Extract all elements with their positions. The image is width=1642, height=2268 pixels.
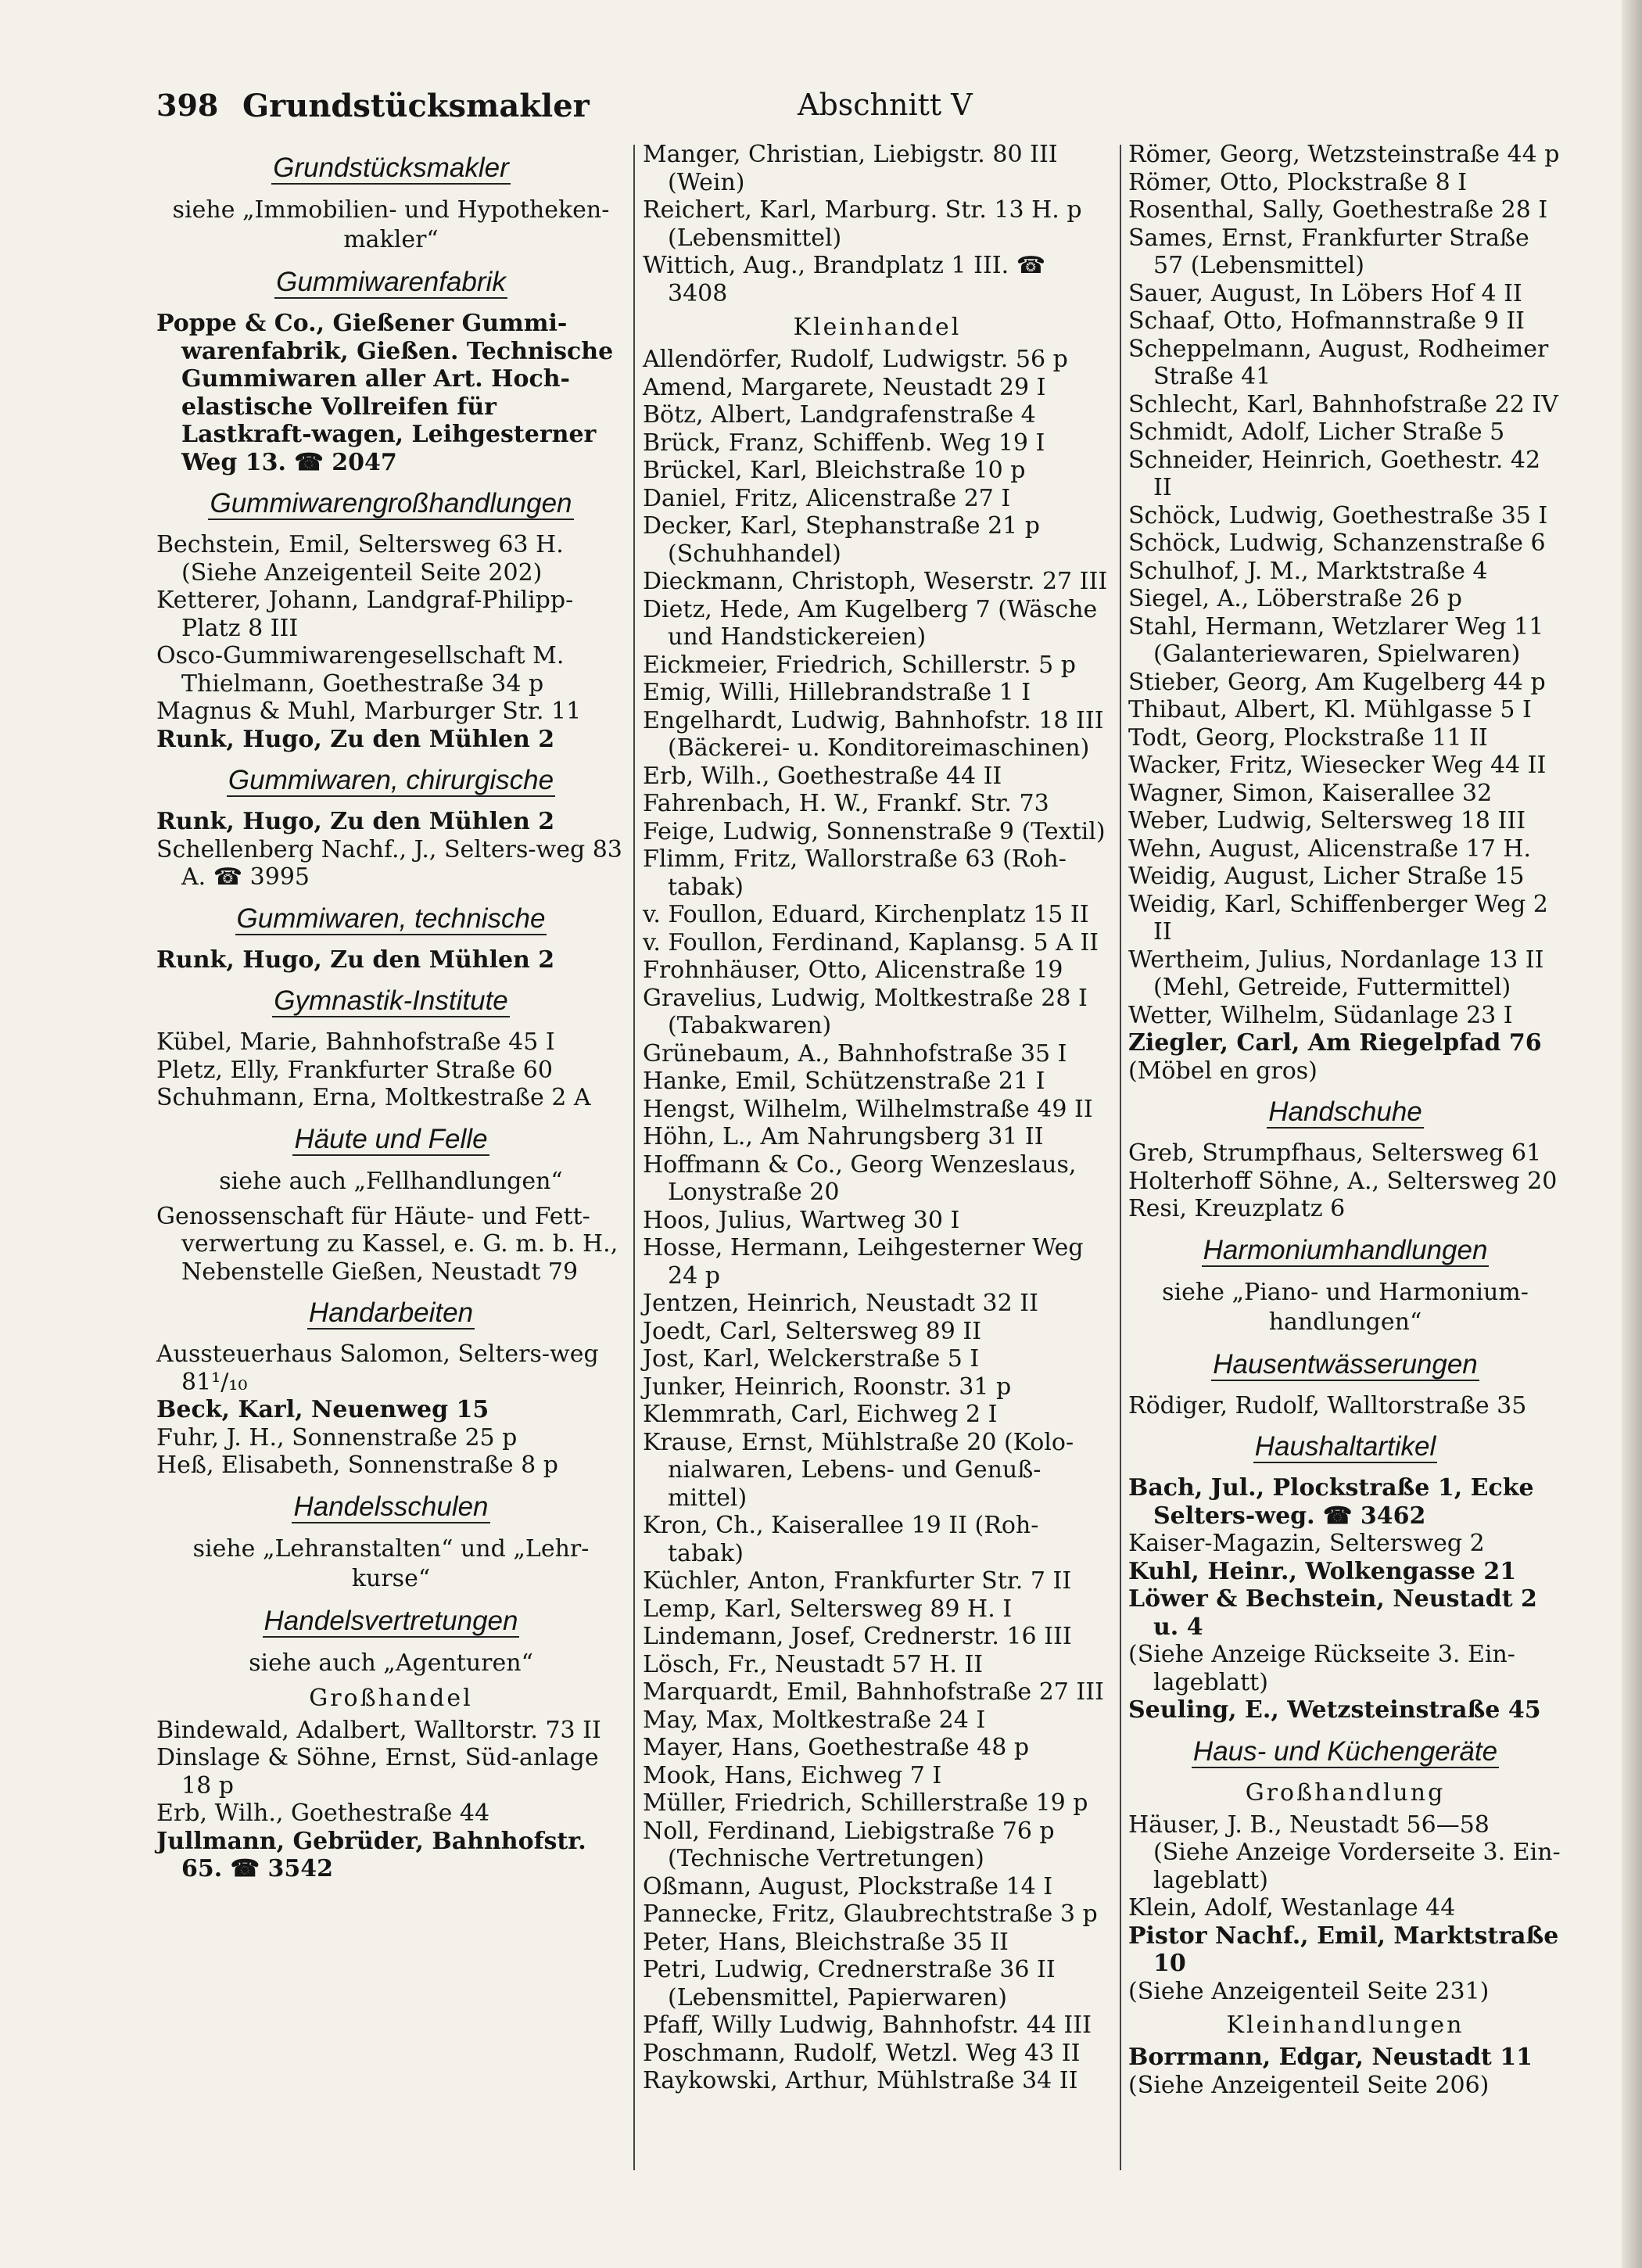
page-number: 398 [156,88,219,123]
listing-entry: Hosse, Hermann, Leihgesterner Weg 24 p [643,1234,1084,1290]
category-heading-text: Handelsvertretungen [264,1605,518,1636]
listing-entry: Lösch, Fr., Neustadt 57 H. II [643,1650,984,1678]
listing-entry-bold: Pistor Nachf., Emil, Marktstraße 10 [1128,1922,1559,1977]
listing-entry: Daniel, Fritz, Alicenstraße 27 I [643,484,1011,512]
cross-reference: siehe „Piano- und Harmonium-handlungen“ [1162,1278,1529,1336]
listing-entry: Poschmann, Rudolf, Wetzl. Weg 43 II [643,2039,1081,2067]
subheading: Kleinhandlungen [1226,2011,1465,2039]
listing-entry: Resi, Kreuzplatz 6 [1128,1195,1346,1222]
listing-entry: Stahl, Hermann, Wetzlarer Weg 11 (Galanteriewaren, Spielwaren) [1128,612,1544,668]
category-heading-text: Hausentwässerungen [1213,1348,1478,1380]
listing-entry: Allendörfer, Rudolf, Ludwigstr. 56 p [643,346,1068,373]
listing-entry: Lemp, Karl, Seltersweg 89 H. I [643,1595,1013,1623]
listing-entry-bold: Ziegler, Carl, Am Riegelpfad 76 [1128,1029,1542,1057]
category-heading [156,1605,626,1638]
listing-entry: Noll, Ferdinand, Liebigstraße 76 p (Technische Vertretungen) [643,1817,1055,1872]
cross-reference: siehe „Immobilien- und Hypotheken-makler“ [172,196,610,253]
listing-entry: Decker, Karl, Stephanstraße 21 p (Schuhhandel) [643,512,1040,568]
listing-entry: Aussteuerhaus Salomon, Selters-weg 81¹/₁₀ [156,1340,599,1396]
listing-entry: Schmidt, Adolf, Licher Straße 5 [1128,418,1505,446]
listing-entry: Lindemann, Josef, Crednerstr. 16 III [643,1623,1072,1650]
listing-entry: Kübel, Marie, Bahnhofstraße 45 I [156,1028,555,1056]
listing-entry: Kron, Ch., Kaiserallee 19 II (Roh-tabak) [643,1512,1039,1567]
category-heading [1128,1348,1562,1381]
listing-entry: Pfaff, Willy Ludwig, Bahnhofstr. 44 III [643,2011,1092,2039]
listing-entry-bold: Runk, Hugo, Zu den Mühlen 2 [156,946,555,974]
listing-entry: Schaaf, Otto, Hofmannstraße 9 II [1128,307,1525,335]
listing-entry: Reichert, Karl, Marburg. Str. 13 H. p (Lebensmittel) [643,196,1082,252]
category-heading [1128,1096,1562,1129]
listing-entry: Müller, Friedrich, Schillerstraße 19 p [643,1789,1088,1817]
category-heading-text: Häute und Felle [294,1123,488,1154]
listing-entry: Klemmrath, Carl, Eichweg 2 I [643,1401,998,1428]
listing-entry-bold: Runk, Hugo, Zu den Mühlen 2 [156,725,555,753]
running-head: Grundstücksmakler [242,88,590,124]
category-heading-text: Gummiwarenfabrik [276,267,506,297]
category-heading [156,266,626,299]
listing-entry: Mook, Hans, Eichweg 7 I [643,1761,942,1789]
listing-entry: Joedt, Carl, Seltersweg 89 II [643,1317,982,1345]
category-heading [156,152,626,185]
listing-entry: Pannecke, Fritz, Glaubrechtstraße 3 p [643,1900,1098,1928]
category-heading [1128,1430,1562,1463]
listing-entry: Höhn, L., Am Nahrungsberg 31 II [643,1123,1044,1150]
category-heading [156,764,626,797]
listing-entry: Bindewald, Adalbert, Walltorstr. 73 II [156,1716,601,1744]
category-heading [156,487,626,520]
listing-entry: Hengst, Wilhelm, Wilhelmstraße 49 II [643,1095,1093,1123]
category-heading-text: Grundstücksmakler [273,153,509,183]
listing-entry: Klein, Adolf, Westanlage 44 [1128,1894,1456,1922]
listing-entry: Rödiger, Rudolf, Walltorstraße 35 [1128,1391,1527,1419]
listing-entry: Schöck, Ludwig, Schanzenstraße 6 [1128,529,1546,557]
listing-entry: Pletz, Elly, Frankfurter Straße 60 [156,1056,553,1084]
listing-entry: Hoos, Julius, Wartweg 30 I [643,1206,960,1234]
listing-entry: (Möbel en gros) [1128,1057,1318,1085]
listing-entry-bold: Kuhl, Heinr., Wolkengasse 21 [1128,1557,1517,1585]
listing-entry: Erb, Wilh., Goethestraße 44 II [643,762,1002,790]
category-heading [1128,1735,1562,1768]
listing-entry: Wacker, Fritz, Wiesecker Weg 44 II [1128,752,1547,779]
listing-entry: Thibaut, Albert, Kl. Mühlgasse 5 I [1128,696,1532,723]
column-rule-1 [633,145,635,2170]
category-heading [156,1123,626,1156]
category-heading-text: Harmoniumhandlungen [1203,1234,1488,1265]
listing-entry: Wittich, Aug., Brandplatz 1 III. ☎ 3408 [643,252,1046,307]
listing-entry-bold: Jullmann, Gebrüder, Bahnhofstr. 65. ☎ 3542 [156,1827,586,1882]
listing-entry: Dieckmann, Christoph, Weserstr. 27 III [643,568,1108,595]
listing-entry: Ketterer, Johann, Landgraf-Philipp-Platz 8 III [156,587,574,642]
listing-entry: Küchler, Anton, Frankfurter Str. 7 II [643,1567,1072,1595]
listing-entry: Schellenberg Nachf., J., Selters-weg 83 A. ☎ 3995 [156,835,622,891]
listing-entry: (Siehe Anzeige Rückseite 3. Ein-lageblatt) [1128,1641,1515,1696]
category-heading [1128,1234,1562,1267]
listing-entry-bold: Löwer & Bechstein, Neustadt 2 u. 4 [1128,1585,1537,1641]
column-3 [1128,141,1562,2099]
listing-entry: Emig, Willi, Hillebrandstraße 1 I [643,679,1031,706]
listing-entry: Holterhoff Söhne, A., Seltersweg 20 [1128,1167,1558,1195]
listing-entry: Engelhardt, Ludwig, Bahnhofstr. 18 III (Bäckerei- u. Konditoreimaschinen) [643,706,1104,762]
listing-entry: Raykowski, Arthur, Mühlstraße 34 II [643,2067,1078,2094]
cross-reference: siehe auch „Fellhandlungen“ [219,1167,563,1195]
listing-entry: Wagner, Simon, Kaiserallee 32 [1128,779,1493,807]
listing-entry: Krause, Ernst, Mühlstraße 20 (Kolo-nialwaren, Lebens- und Genuß-mittel) [643,1428,1074,1512]
listing-entry: Flimm, Fritz, Wallorstraße 63 (Roh-tabak) [643,845,1067,901]
listing-entry: Wetter, Wilhelm, Südanlage 23 I [1128,1001,1513,1029]
listing-entry: Oßmann, August, Plockstraße 14 I [643,1872,1053,1900]
listing-entry: Grünebaum, A., Bahnhofstraße 35 I [643,1039,1067,1068]
listing-entry: Peter, Hans, Bleichstraße 35 II [643,1928,1009,1956]
listing-entry: Amend, Margarete, Neustadt 29 I [643,373,1046,401]
listing-entry: Sames, Ernst, Frankfurter Straße 57 (Lebensmittel) [1128,224,1529,279]
listing-entry: Hanke, Emil, Schützenstraße 21 I [643,1068,1045,1095]
listing-entry: Hoffmann & Co., Georg Wenzeslaus, Lonystraße 20 [643,1150,1077,1206]
listing-entry: Todt, Georg, Plockstraße 11 II [1128,723,1488,752]
subheading: Großhandlung [1245,1778,1446,1807]
listing-entry-bold: Borrmann, Edgar, Neustadt 11 [1128,2044,1533,2071]
listing-entry: Häuser, J. B., Neustadt 56—58 (Siehe Anzeige Vorderseite 3. Ein-lageblatt) [1128,1810,1561,1894]
listing-entry: May, Max, Moltkestraße 24 I [643,1706,986,1734]
category-heading-text: Gummiwaren, technische [236,903,546,934]
listing-entry: (Siehe Anzeigenteil Seite 231) [1128,1977,1490,2005]
listing-entry: Bechstein, Emil, Seltersweg 63 H. (Siehe Anzeigenteil Seite 202) [156,531,564,587]
page-header [156,88,1556,135]
listing-entry: Erb, Wilh., Goethestraße 44 [156,1800,490,1827]
listing-entry: Magnus & Muhl, Marburger Str. 11 [156,698,582,725]
column-rule-2 [1120,145,1121,2170]
listing-entry: Kaiser-Magazin, Seltersweg 2 [1128,1530,1485,1557]
listing-entry-bold: Beck, Karl, Neuenweg 15 [156,1396,489,1423]
category-heading-text: Gummiwaren, chirurgische [228,765,554,795]
listing-entry: Wertheim, Julius, Nordanlage 13 II (Mehl, Getreide, Futtermittel) [1128,946,1544,1001]
listing-entry: Schlecht, Karl, Bahnhofstraße 22 IV [1128,390,1558,418]
listing-entry: Schulhof, J. M., Marktstraße 4 [1128,557,1488,585]
cross-reference: siehe auch „Agenturen“ [249,1649,533,1677]
listing-entry: Brückel, Karl, Bleichstraße 10 p [643,457,1026,484]
listing-entry: Genossenschaft für Häute- und Fett-verwertung zu Kassel, e. G. m. b. H., Nebenstelle Gießen, Neustadt 79 [156,1202,618,1286]
listing-entry: Jentzen, Heinrich, Neustadt 32 II [643,1290,1038,1317]
listing-entry: Schuhmann, Erna, Moltkestraße 2 A [156,1084,591,1111]
listing-entry: Stieber, Georg, Am Kugelberg 44 p [1128,668,1546,696]
listing-entry: Dietz, Hede, Am Kugelberg 7 (Wäsche und Handstickereien) [643,595,1098,651]
listing-entry: Junker, Heinrich, Roonstr. 31 p [643,1373,1012,1401]
listing-entry: Weidig, August, Licher Straße 15 [1128,863,1525,890]
listing-entry: Wehn, August, Alicenstraße 17 H. [1128,834,1532,863]
listing-entry: Römer, Georg, Wetzsteinstraße 44 p [1128,141,1560,168]
category-heading [156,985,626,1017]
cross-reference: siehe „Lehranstalten“ und „Lehr-kurse“ [192,1534,590,1592]
listing-entry: Siegel, A., Löberstraße 26 p [1128,585,1463,612]
listing-entry: v. Foullon, Eduard, Kirchenplatz 15 II [643,901,1089,928]
listing-entry: Rosenthal, Sally, Goethestraße 28 I [1128,196,1548,224]
listing-entry: Römer, Otto, Plockstraße 8 I [1128,168,1468,196]
listing-entry: Greb, Strumpfhaus, Seltersweg 61 [1128,1139,1542,1167]
listing-entry: Osco-Gummiwarengesellschaft M. Thielmann, Goethestraße 34 p [156,642,565,698]
column-1 [156,141,626,1883]
category-heading-text: Handelsschulen [293,1491,489,1522]
listing-entry: Manger, Christian, Liebigstr. 80 III (Wein) [643,141,1058,196]
listing-entry: Feige, Ludwig, Sonnenstraße 9 (Textil) [643,817,1106,845]
category-heading-text: Handschuhe [1268,1096,1422,1127]
listing-entry-bold: Runk, Hugo, Zu den Mühlen 2 [156,808,555,835]
listing-entry: Schöck, Ludwig, Goethestraße 35 I [1128,501,1548,529]
listing-entry: Heß, Elisabeth, Sonnenstraße 8 p [156,1452,558,1479]
listing-entry-bold: Seuling, E., Wetzsteinstraße 45 [1128,1696,1541,1724]
listing-entry-bold: Bach, Jul., Plockstraße 1, Ecke Selters-weg. ☎ 3462 [1128,1474,1534,1530]
listing-entry-bold: Poppe & Co., Gießener Gummi-warenfabrik, Gießen. Technische Gummiwaren aller Art. Hoch-elastische Vollreifen für Lastkraft-wagen, Leihgesterner Weg 13. ☎ 2047 [156,310,614,476]
listing-entry: Dinslage & Söhne, Ernst, Süd-anlage 18 p [156,1744,599,1800]
listing-entry: Sauer, August, In Löbers Hof 4 II [1128,279,1522,307]
listing-entry: Fahrenbach, H. W., Frankf. Str. 73 [643,790,1049,817]
listing-entry: Gravelius, Ludwig, Moltkestraße 28 I (Tabakwaren) [643,984,1088,1039]
listing-entry: Weidig, Karl, Schiffenberger Weg 2 II [1128,890,1548,946]
category-heading [156,1491,626,1523]
listing-entry: Fuhr, J. H., Sonnenstraße 25 p [156,1423,518,1452]
listing-entry: Frohnhäuser, Otto, Alicenstraße 19 [643,956,1063,984]
category-heading-text: Haus- und Küchengeräte [1192,1735,1498,1767]
category-heading-text: Haushaltartikel [1254,1431,1436,1462]
subheading: Kleinhandel [793,314,962,341]
listing-entry: (Siehe Anzeigenteil Seite 206) [1128,2071,1490,2099]
listing-entry: Petri, Ludwig, Crednerstraße 36 II (Lebensmittel, Papierwaren) [643,1956,1056,2011]
listing-entry: Jost, Karl, Welckerstraße 5 I [643,1345,980,1373]
listing-entry: Marquardt, Emil, Bahnhofstraße 27 III [643,1678,1104,1706]
category-heading-text: Gymnastik-Institute [274,985,508,1016]
category-heading-text: Handarbeiten [308,1297,474,1328]
listing-entry: Weber, Ludwig, Seltersweg 18 III [1128,807,1526,834]
subheading: Großhandel [309,1684,473,1712]
category-heading [156,1297,626,1330]
page-edge-shadow [1622,0,1642,2268]
category-heading-text: Gummiwarengroßhandlungen [210,488,572,519]
column-2 [643,141,1112,2095]
listing-entry: Brück, Franz, Schiffenb. Weg 19 I [643,429,1045,457]
listing-entry: Scheppelmann, August, Rodheimer Straße 41 [1128,335,1549,390]
section-title: Abschnitt V [798,88,973,122]
listing-entry: Mayer, Hans, Goethestraße 48 p [643,1734,1030,1761]
listing-entry: Schneider, Heinrich, Goethestr. 42 II [1128,446,1541,501]
listing-entry: Bötz, Albert, Landgrafenstraße 4 [643,401,1036,429]
listing-entry: Eickmeier, Friedrich, Schillerstr. 5 p [643,651,1076,679]
listing-entry: v. Foullon, Ferdinand, Kaplansg. 5 A II [643,928,1099,956]
category-heading [156,903,626,935]
